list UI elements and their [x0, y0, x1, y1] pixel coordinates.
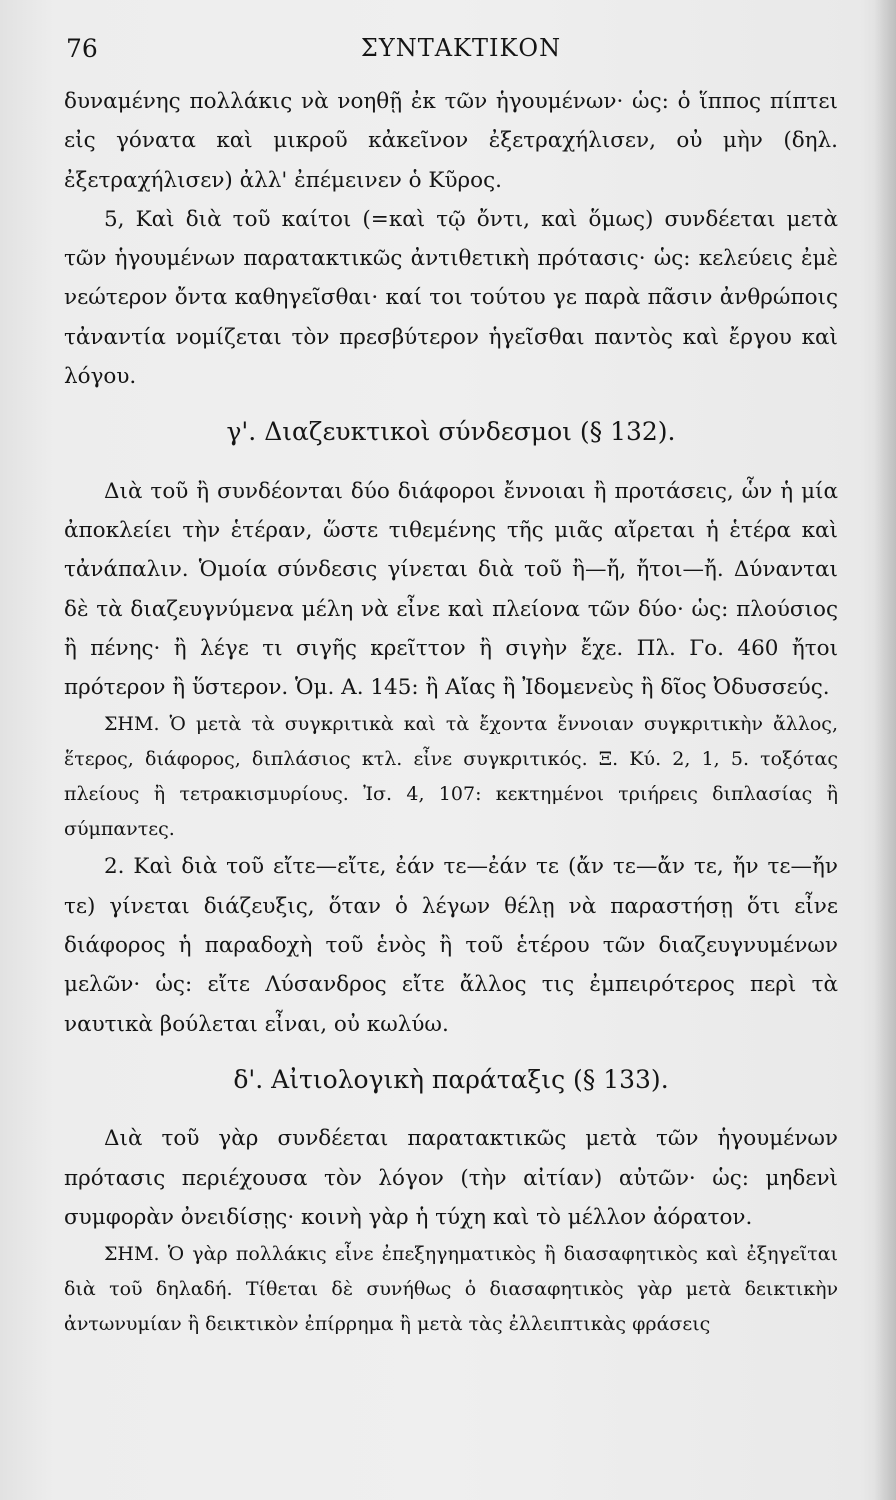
paragraph-disjunctive: Διὰ τοῦ ἢ συνδέονται δύο διάφοροι ἔννοιαι ἢ προτάσεις, ὧν ἡ μία ἀποκλείει τὴν ἑτέραν, ὥστε τιθεμένης τῆς μιᾶς αἴρεται ἡ ἑτέρα καὶ τἀνάπαλιν. Ὁμοία σύνδεσις γίνεται διὰ τοῦ ἢ—ἤ, ἤτοι—ἤ. Δύνανται δὲ τὰ διαζευγνύμενα μέλη νὰ εἶνε καὶ πλείονα τῶν δύο· ὡς: πλούσιος ἢ πένης· ἢ λέγε τι σιγῆς κρεῖττον ἢ σιγὴν ἔχε. Πλ. Γο. 460 ἤτοι πρότερον ἢ ὕστερον. Ὁμ. Α. 145: ἢ Αἴας ἢ Ἰδομενεὺς ἢ δῖος Ὀδυσσεύς.: [64, 478, 838, 701]
page-number: 76: [66, 34, 98, 63]
page-body: [64, 82, 838, 1342]
page-edge-shadow: [874, 0, 896, 1500]
paragraph-5-kaitoi: 5, Καὶ διὰ τοῦ καίτοι (=καὶ τῷ ὄντι, καὶ ὅμως) συνδέεται μετὰ τῶν ἡγουμένων παρατακτικῶς ἀντιθετικὴ πρότασις· ὡς: κελεύεις ἐμὲ νεώτερον ὄντα καθηγεῖσθαι· καί τοι τούτου γε παρὰ πᾶσιν ἀνθρώποις τἀναντία νομίζεται τὸν πρεσβύτερον ἡγεῖσθαι παντὸς καὶ ἔργου καὶ λόγου.: [64, 206, 838, 390]
note-paragraph-2: ΣΗΜ. Ὁ γὰρ πολλάκις εἶνε ἐπεξηγηματικὸς ἢ διασαφητικὸς καὶ ἐξηγεῖται διὰ τοῦ δηλαδή. Τίθεται δὲ συνήθως ὁ διασαφητικὸς γὰρ μετὰ δεικτικὴν ἀντωνυμίαν ἢ δεικτικὸν ἐπίρρημα ἢ μετὰ τὰς ἐλλειπτικὰς φράσεις: [64, 1243, 838, 1336]
paragraph-causal: Διὰ τοῦ γὰρ συνδέεται παρατακτικῶς μετὰ τῶν ἡγουμένων πρότασις περιέχουσα τὸν λόγον (τὴν αἰτίαν) αὐτῶν· ὡς: μηδενὶ συμφορὰν ὀνειδίσῃς· κοινὴ γὰρ ἡ τύχη καὶ τὸ μέλλον ἀόρατον.: [64, 1126, 838, 1230]
paragraph-continued: δυναμένης πολλάκις νὰ νοηθῇ ἐκ τῶν ἡγουμένων· ὡς: ὁ ἵππος πίπτει εἰς γόνατα καὶ μικροῦ κἀκεῖνον ἐξετραχήλισεν, οὐ μὴν (δηλ. ἐξετραχήλισεν) ἀλλ' ἐπέμεινεν ὁ Κῦρος.: [64, 89, 838, 193]
page-header: [66, 34, 856, 70]
section-heading-delta: δ'. Αἰτιολογικὴ παράταξις (§ 133).: [233, 1064, 669, 1094]
running-title: ΣΥΝΤΑΚΤΙΚΟΝ: [360, 34, 562, 62]
section-heading-gamma: γ'. Διαζευκτικοὶ σύνδεσμοι (§ 132).: [226, 417, 676, 447]
paragraph-2-eite: 2. Καὶ διὰ τοῦ εἴτε—εἴτε, ἐάν τε—ἐάν τε (ἄν τε—ἄν τε, ἤν τε—ἤν τε) γίνεται διάζευξις, ὅταν ὁ λέγων θέλῃ νὰ παραστήσῃ ὅτι εἶνε διάφορος ἡ παραδοχὴ τοῦ ἑνὸς ἢ τοῦ ἑτέρου τῶν διαζευγνυμένων μελῶν· ὡς: εἴτε Λύσανδρος εἴτε ἄλλος τις ἐμπειρότερος περὶ τὰ ναυτικὰ βούλεται εἶναι, οὐ κωλύω.: [64, 854, 838, 1037]
note-paragraph-1: ΣΗΜ. Ὁ μετὰ τὰ συγκριτικὰ καὶ τὰ ἔχοντα ἔννοιαν συγκριτικὴν ἄλλος, ἕτερος, διάφορος, διπλάσιος κτλ. εἶνε συγκριτικός. Ξ. Κύ. 2, 1, 5. τοξότας πλείους ἢ τετρακισμυρίους. Ἰσ. 4, 107: κεκτημένοι τριήρεις διπλασίας ἢ σύμπαντες.: [64, 713, 838, 841]
